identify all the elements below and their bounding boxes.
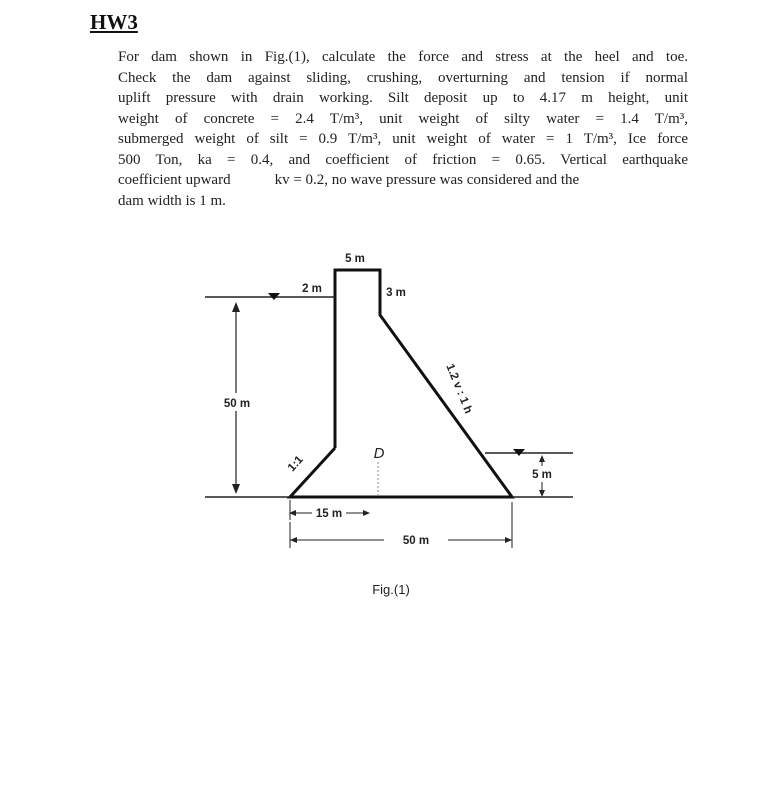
height-arrow-top bbox=[232, 302, 240, 312]
problem-line: 500 Ton, ka = 0.4, and coefficient of friction = 0.65. Vertical earthquake bbox=[118, 151, 688, 168]
problem-line: submerged weight of silt = 0.9 T/m³, unit weight of water = 1 T/m³, Ice force bbox=[118, 131, 688, 147]
height-label: 50 m bbox=[223, 398, 251, 410]
base-dim-arrow-left bbox=[290, 537, 297, 543]
upstream-offset-label: 2 m bbox=[302, 283, 322, 295]
heel-length-label: 15 m bbox=[315, 508, 343, 520]
document-title: HW3 bbox=[90, 10, 138, 34]
tailwater-depth-label: 5 m bbox=[532, 469, 552, 481]
height-arrow-bottom bbox=[232, 484, 240, 494]
top-width-label: 5 m bbox=[345, 253, 365, 265]
tailwater-dim-arrow-bottom bbox=[539, 490, 545, 497]
base-dim-arrow-right bbox=[505, 537, 512, 543]
tailwater-dim-arrow-top bbox=[539, 455, 545, 462]
problem-line: dam width is 1 m. bbox=[118, 192, 226, 209]
problem-line: Check the dam against sliding, crushing, overturning and tension if normal bbox=[118, 69, 688, 86]
problem-line: For dam shown in Fig.(1), calculate the force and stress at the heel and toe. bbox=[118, 49, 688, 65]
heel-dim-arrow-right bbox=[363, 510, 370, 516]
figure-caption: Fig.(1) bbox=[372, 582, 410, 597]
heel-slope-label: 1:1 bbox=[285, 453, 306, 475]
downstream-offset-label: 3 m bbox=[386, 287, 406, 299]
problem-line-7-left: coefficient upward bbox=[118, 172, 231, 188]
downstream-slope-label: 1.2 v : 1 h bbox=[443, 362, 475, 416]
dam-outline bbox=[290, 270, 512, 497]
problem-line: weight of concrete = 2.4 T/m³, unit weight of silty water = 1.4 T/m³, bbox=[118, 110, 688, 127]
problem-line-7-right: kv = 0.2, no wave pressure was considered and the bbox=[274, 172, 580, 188]
problem-line: uplift pressure with drain working. Silt deposit up to 4.17 m height, unit bbox=[118, 90, 688, 106]
drain-symbol: D bbox=[373, 445, 385, 462]
base-width-label: 50 m bbox=[402, 535, 430, 547]
